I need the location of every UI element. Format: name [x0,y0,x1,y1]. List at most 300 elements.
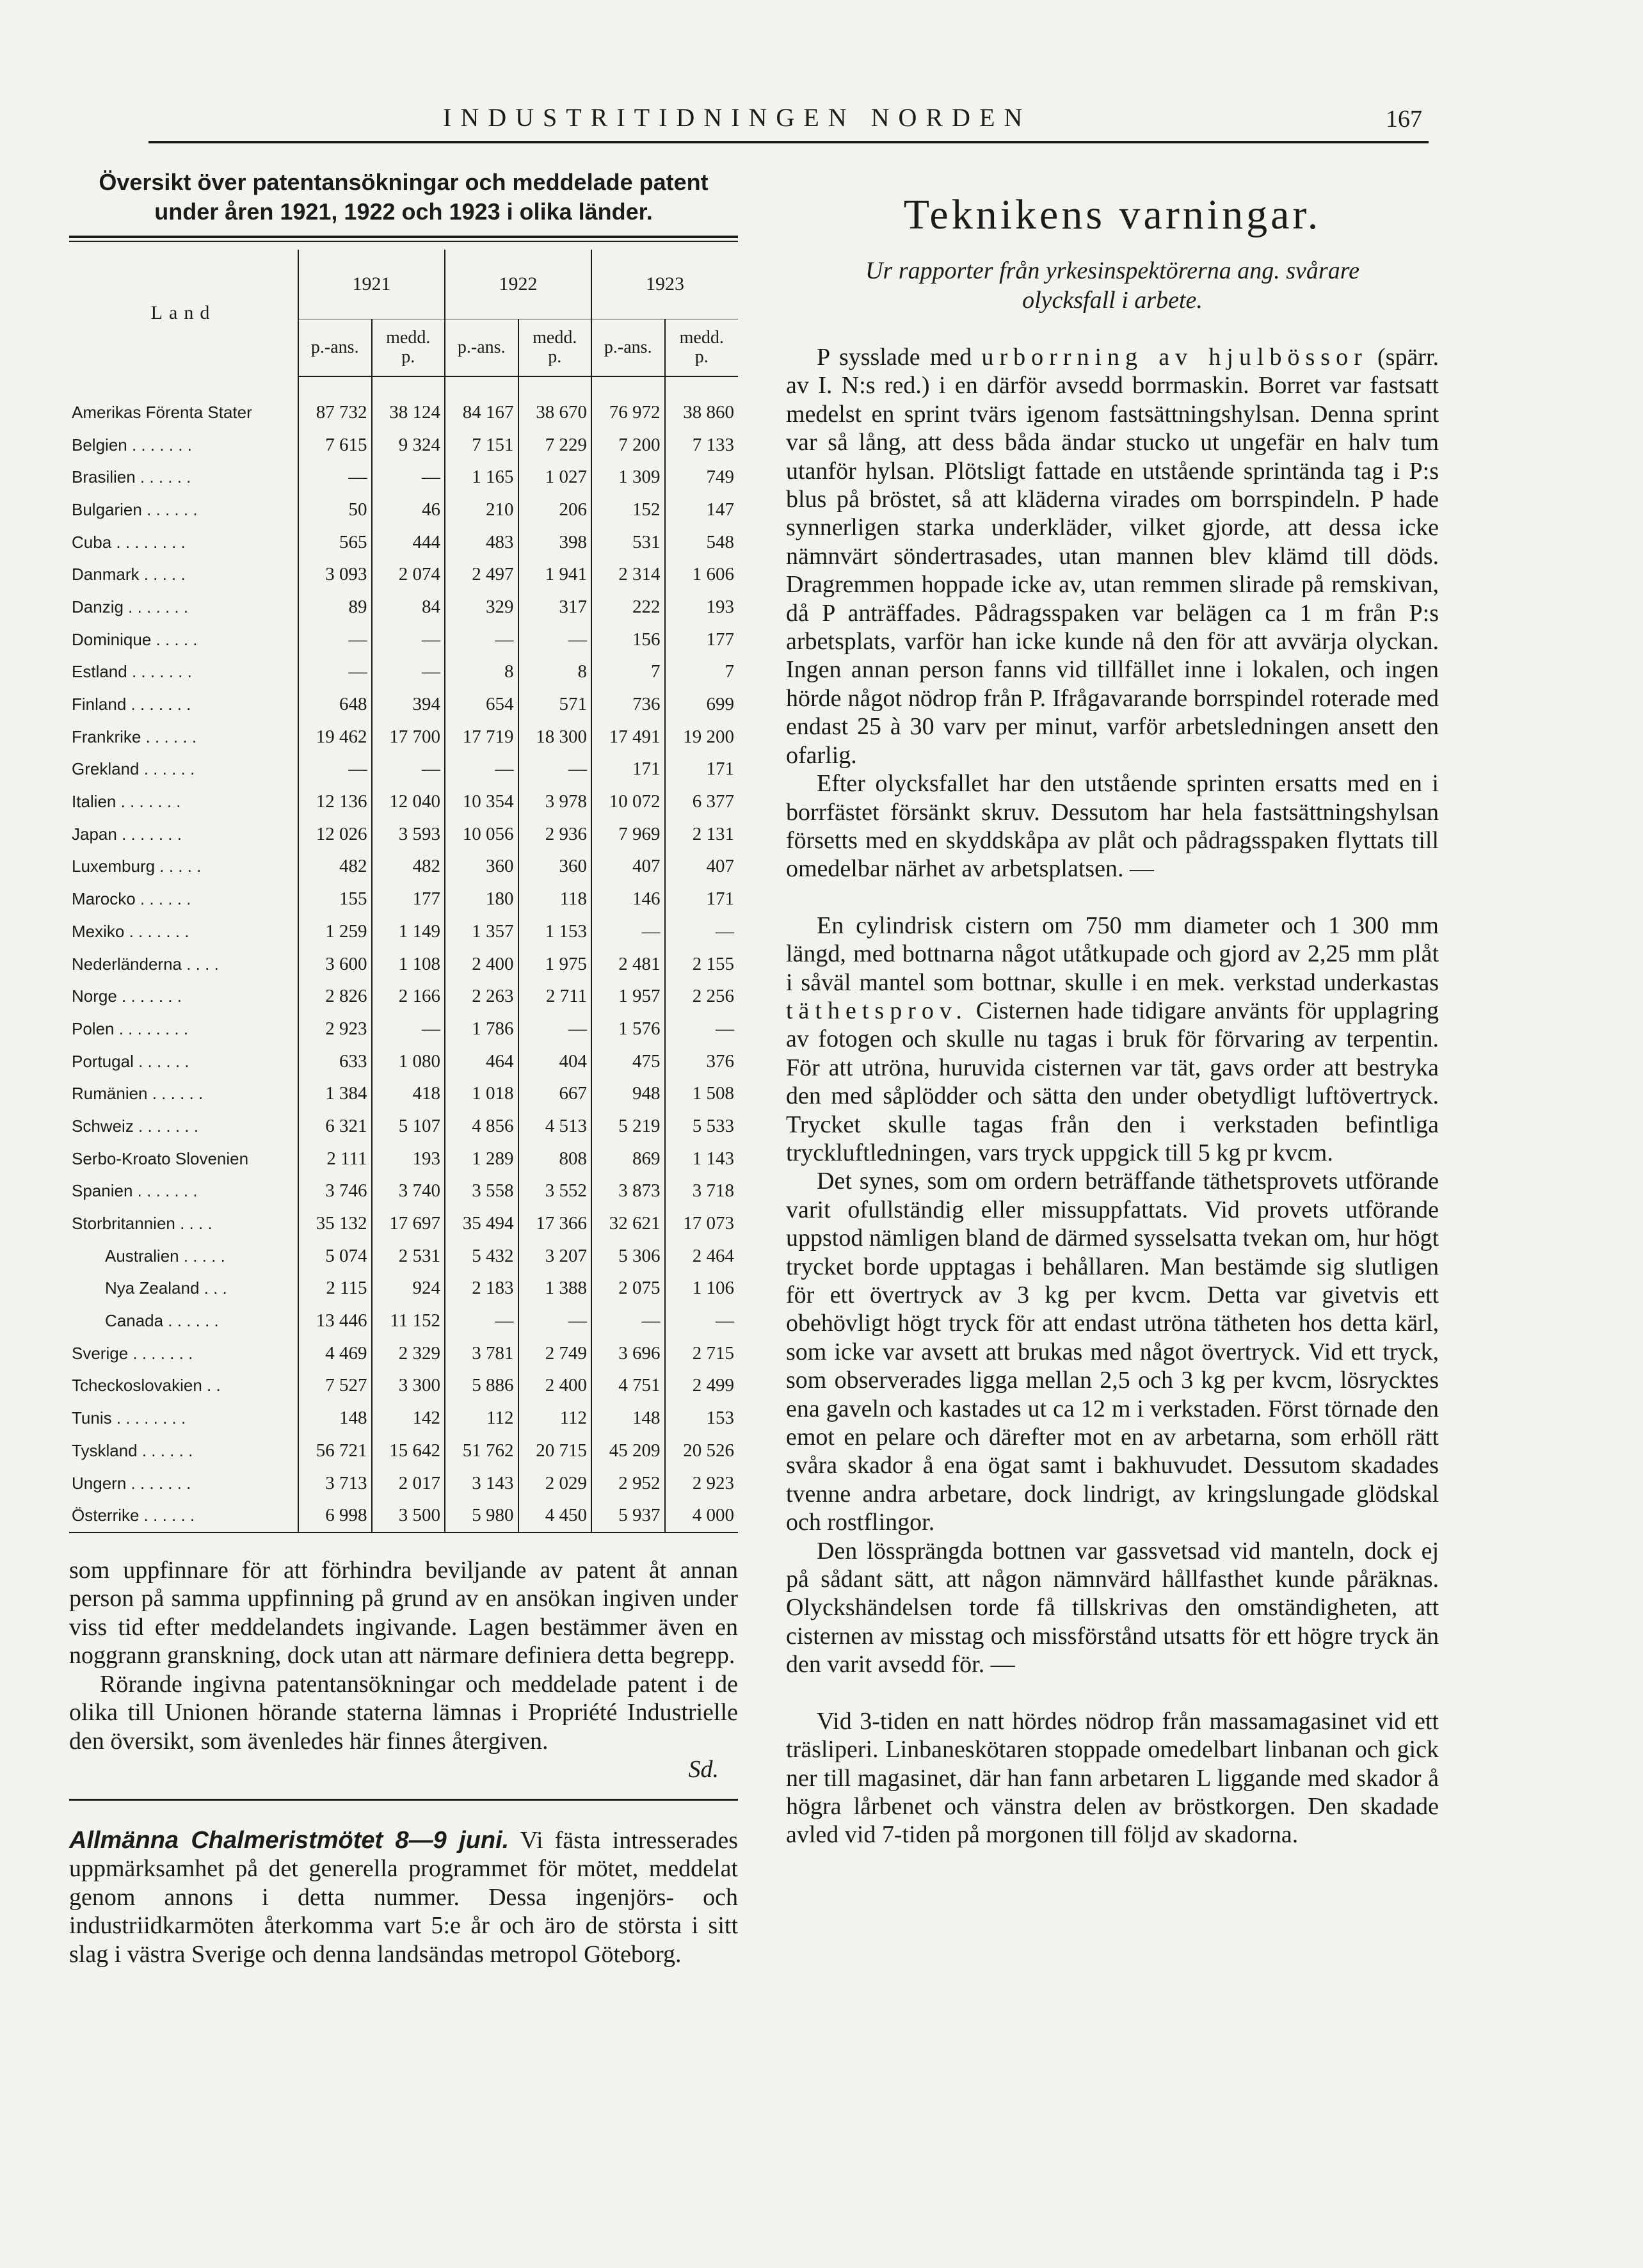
table-row [69,915,738,948]
col-header-ans-1921: p.-ans. [298,319,372,377]
table-row [69,1240,738,1273]
table-row [69,1499,738,1532]
medd-label: medd. [386,328,431,348]
value-cell: 13 446 [298,1305,372,1337]
p1-start: P sysslade med [817,344,972,371]
value-cell: 1 388 [518,1273,592,1305]
value-cell: 8 [445,656,518,689]
table-row [69,883,738,915]
value-cell: 2 329 [372,1337,445,1370]
table-row [69,1175,738,1208]
value-cell: 3 593 [372,818,445,851]
table-row [69,785,738,818]
table-row [69,721,738,753]
value-cell: 56 721 [298,1435,372,1467]
value-cell: 148 [298,1402,372,1435]
value-cell: 20 526 [665,1435,739,1467]
value-cell: 193 [665,591,739,623]
value-cell: 3 300 [372,1370,445,1403]
value-cell: 177 [372,883,445,915]
country-name: Rumänien . . . . . . [72,1084,204,1104]
country-name: Italien . . . . . . . [72,792,181,812]
value-cell: 329 [445,591,518,623]
value-cell: 1 165 [445,461,518,494]
value-cell: — [445,1305,518,1337]
value-cell: 6 377 [665,785,739,818]
article-paragraph-1 [786,343,1439,769]
value-cell: 1 106 [665,1273,739,1305]
value-cell: 112 [445,1402,518,1435]
value-cell: 32 621 [591,1207,665,1240]
value-cell: — [298,461,372,494]
value-cell: — [298,623,372,656]
table-top-rule [69,236,738,238]
value-cell: 633 [298,1045,372,1078]
country-name: Mexiko . . . . . . . [72,921,189,941]
value-cell: 15 642 [372,1435,445,1467]
value-cell: 7 615 [298,429,372,462]
value-cell: 2 256 [665,980,739,1013]
table-row [69,1143,738,1175]
value-cell: 4 513 [518,1110,592,1143]
value-cell: 1 576 [591,1013,665,1045]
value-cell: 483 [445,526,518,559]
country-name: Frankrike . . . . . . [72,727,197,746]
value-cell: 3 558 [445,1175,518,1208]
table-row [69,1305,738,1337]
value-cell: 156 [591,623,665,656]
value-cell: 171 [665,753,739,786]
value-cell: 571 [518,688,592,721]
value-cell: 6 321 [298,1110,372,1143]
value-cell: 7 969 [591,818,665,851]
value-cell: 6 998 [298,1499,372,1532]
country-name: Grekland . . . . . . [72,759,195,779]
value-cell: 38 860 [665,396,739,429]
value-cell: 3 500 [372,1499,445,1532]
value-cell: 3 781 [445,1337,518,1370]
value-cell: 148 [591,1402,665,1435]
country-name: Canada . . . . . . [105,1311,219,1331]
article-paragraph-6: Vid 3-tiden en natt hördes nödrop från massamagasinet vid ett träsliperi. Linbaneskötaren stoppade omedelbart linbanan och gick ner till magasinet, där han fann arbetaren L liggande med skador å högra lårbenet och vänstra delen av bröstkorgen. Den skadade avled vid 7-tiden på morgonen till följd av skadorna. [786,1707,1439,1849]
value-cell: 2 183 [445,1273,518,1305]
p3-start: En cylindrisk cistern om 750 mm diameter och 1 300 mm längd, med bottnarna något utåtkupade och gjord av 2,25 mm plåt i såväl mantel som bottnar, skulle i en mek. verkstad underkastas [786,912,1439,996]
country-name: Polen . . . . . . . . [72,1018,189,1038]
value-cell: 51 762 [445,1435,518,1467]
value-cell: 2 952 [591,1467,665,1500]
p1-rest: (spärr. av I. N:s red.) i en därför avsedd borrmaskin. Borret var fastsatt medelst en sprint tvärs igenom fastsättningshylsan. Denna sprint var så lång, att dess båda ändar stucko ut ungefär en halv tum utanför hylsan. Plötsligt fattade en utstående sprintända tag i P:s blus på bröstet, så att kläderna virades om borrspindeln. P hade synnerligen starka underkläder, vilket gjorde, att dessa icke nämnvärt söndertrasades, utan mannen blev klämd till döds. Dragremmen hoppade icke av, utan remmen slirade på remskivan, då P anträffades. Pådragsspaken var belägen ca 1 m från P:s arbetsplats, varför han icke kunde nå den för att avvärja olyckan. Ingen annan person fanns vid tillfället inne i lokalen, och ingen hörde något nödrop från P. Ifrågavarande borrspindel roterade med endast 25 à 30 varv per minut, varför arbetsledningen ansett den ofarlig. [786,344,1439,769]
value-cell: 654 [445,688,518,721]
table-row [69,1370,738,1403]
value-cell: 2 923 [298,1013,372,1045]
col-header-medd-1923 [665,319,739,377]
value-cell: 210 [445,494,518,526]
value-cell: 193 [372,1143,445,1175]
value-cell: 12 026 [298,818,372,851]
country-name: Tyskland . . . . . . [72,1440,193,1460]
value-cell: 398 [518,526,592,559]
value-cell: 46 [372,494,445,526]
col-header-ans-1923: p.-ans. [591,319,665,377]
value-cell: 3 713 [298,1467,372,1500]
value-cell: 948 [591,1077,665,1110]
value-cell: 1 149 [372,915,445,948]
value-cell: 17 719 [445,721,518,753]
medd-p-label: p. [401,347,415,367]
country-name: Portugal . . . . . . [72,1051,189,1071]
value-cell: 20 715 [518,1435,592,1467]
value-cell: 2 749 [518,1337,592,1370]
value-cell: — [518,1013,592,1045]
value-cell: 736 [591,688,665,721]
value-cell: 18 300 [518,721,592,753]
value-cell: 177 [665,623,739,656]
value-cell: 444 [372,526,445,559]
value-cell: — [591,915,665,948]
value-cell: 7 200 [591,429,665,462]
country-name: Belgien . . . . . . . [72,435,192,454]
value-cell: 118 [518,883,592,915]
notice-text: Vi fästa intresserades uppmärksamhet på det generella programmet för mötet, meddelat genom annons i detta nummer. Dessa ingenjörs- och industriidkarmöten återkomma vart 5:e år och äro de största i sitt slag i västra Sverige och denna landsändas metropol Göteborg. [69,1826,738,1968]
country-name: Cuba . . . . . . . . [72,532,186,552]
table-row [69,1013,738,1045]
value-cell: 84 167 [445,396,518,429]
value-cell: 1 941 [518,558,592,591]
value-cell: 2 499 [665,1370,739,1403]
value-cell: 84 [372,591,445,623]
value-cell: 19 200 [665,721,739,753]
medd-p-label: p. [694,347,709,367]
notice-paragraph [69,1826,738,1968]
country-name: Brasilien . . . . . . [72,467,191,487]
table-row [69,948,738,981]
value-cell: 531 [591,526,665,559]
value-cell: 10 072 [591,785,665,818]
value-cell: 147 [665,494,739,526]
value-cell: 112 [518,1402,592,1435]
value-cell: — [372,1013,445,1045]
table-row [69,753,738,786]
table-row [69,1435,738,1467]
value-cell: 5 886 [445,1370,518,1403]
value-cell: 3 093 [298,558,372,591]
table-row [69,1337,738,1370]
value-cell: — [445,753,518,786]
value-cell: — [518,1305,592,1337]
value-cell: 699 [665,688,739,721]
table-caption-line2: under åren 1921, 1922 och 1923 i olika länder. [154,198,653,225]
value-cell: — [518,623,592,656]
table-row [69,1273,738,1305]
value-cell: 1 357 [445,915,518,948]
country-name: Serbo-Kroato Slovenien [72,1148,249,1168]
value-cell: 360 [518,851,592,883]
value-cell: 35 132 [298,1207,372,1240]
value-cell: 3 746 [298,1175,372,1208]
value-cell: 2 936 [518,818,592,851]
table-row [69,980,738,1013]
value-cell: 924 [372,1273,445,1305]
left-paragraph-2: Rörande ingivna patentansökningar och meddelade patent i de olika till Unionen hörande staterna lämnas i Propriété Industrielle den översikt, som ävenledes här finnes återgiven. [69,1670,738,1755]
value-cell: — [518,753,592,786]
value-cell: 17 073 [665,1207,739,1240]
value-cell: 3 552 [518,1175,592,1208]
value-cell: 7 [591,656,665,689]
article-subtitle-line1: Ur rapporter från yrkesinspektörerna ang. svårare [865,257,1359,284]
table-row [69,656,738,689]
value-cell: 2 464 [665,1240,739,1273]
value-cell: 1 108 [372,948,445,981]
value-cell: 1 289 [445,1143,518,1175]
article-paragraph-2: Efter olycksfallet har den utstående sprinten ersatts med en i borrfästet försänkt skruv. Dessutom har hela fastsättningshylsan försetts med en skyddskåpa av plåt och pådragsspaken flyttats till omedelbar närhet av arbetsplatsen. — [786,770,1439,883]
table-row [69,1045,738,1078]
value-cell: 1 508 [665,1077,739,1110]
value-cell: 5 107 [372,1110,445,1143]
table-row [69,526,738,559]
value-cell: 2 531 [372,1240,445,1273]
medd-label: medd. [679,328,724,348]
value-cell: 2 074 [372,558,445,591]
value-cell: 9 324 [372,429,445,462]
value-cell: 565 [298,526,372,559]
table-row [69,1207,738,1240]
value-cell: 87 732 [298,396,372,429]
country-name: Sverige . . . . . . . [72,1343,193,1363]
value-cell: 155 [298,883,372,915]
country-name: Danzig . . . . . . . [72,597,189,616]
year-header-1923: 1923 [591,250,738,319]
value-cell: 38 670 [518,396,592,429]
value-cell: 2 166 [372,980,445,1013]
country-name: Finland . . . . . . . [72,695,191,714]
value-cell: — [665,1013,739,1045]
value-cell: 5 219 [591,1110,665,1143]
col-header-ans-1922: p.-ans. [445,319,518,377]
value-cell: 19 462 [298,721,372,753]
value-cell: 2 711 [518,980,592,1013]
value-cell: 1 384 [298,1077,372,1110]
table-row [69,494,738,526]
value-cell: 142 [372,1402,445,1435]
country-name: Bulgarien . . . . . . [72,499,198,519]
value-cell: 146 [591,883,665,915]
medd-p-label: p. [548,347,562,367]
value-cell: 464 [445,1045,518,1078]
table-row [69,688,738,721]
country-name: Amerikas Förenta Stater [72,402,252,422]
value-cell: 35 494 [445,1207,518,1240]
value-cell: 404 [518,1045,592,1078]
value-cell: 749 [665,461,739,494]
page-number: 167 [1386,106,1422,133]
value-cell: 808 [518,1143,592,1175]
right-column [786,168,1439,1849]
value-cell: 5 980 [445,1499,518,1532]
article-paragraph-4: Det synes, som om ordern beträffande täthetsprovets utförande varit ofullständig eller missuppfattats. Vid provets utförande uppstod nämligen bland de därmed sysselsatta tvekan om, hur högt trycket borde upptagas i behållaren. Man bestämde sig slutligen för ett övertryck av 3 kg per kvcm. Detta var givetvis ett obehövligt högt tryck för att endast utröna tätheten hos detta kärl, som icke var avsett att brukas med något övertryck. Vid ett tryck, som observerades ligga mellan 2,5 och 3 kg per kvcm, lösrycktes ena gaveln och kastades ut ca 12 m i verkstaden. Först törnade den emot en pelare och därefter mot en av arbetarna, som erhöll rätt svåra skador å ena ögat samt i bakhuvudet. Dessutom skadades tvenne andra arbetare, dock lindrigt, av kringslungade glödskal och rostflingor. [786,1168,1439,1536]
country-name: Dominique . . . . . [72,629,198,649]
country-name: Luxemburg . . . . . [72,857,202,876]
value-cell: 17 366 [518,1207,592,1240]
value-cell: 2 115 [298,1273,372,1305]
value-cell: 5 074 [298,1240,372,1273]
country-name: Tunis . . . . . . . . [72,1408,186,1428]
table-row [69,396,738,429]
value-cell: 7 151 [445,429,518,462]
value-cell: 1 786 [445,1013,518,1045]
country-name: Ungern . . . . . . . [72,1473,191,1493]
p1-spaced: urborrning av hjulbössor [981,344,1368,371]
value-cell: 5 533 [665,1110,739,1143]
value-cell: 171 [665,883,739,915]
table-row [69,1110,738,1143]
value-cell: — [591,1305,665,1337]
value-cell: 1 957 [591,980,665,1013]
article-subtitle [786,256,1439,315]
country-name: Danmark . . . . . [72,565,186,584]
value-cell: 1 018 [445,1077,518,1110]
value-cell: 1 153 [518,915,592,948]
table-row [69,558,738,591]
country-name: Australien . . . . . [105,1246,225,1266]
article-title: Teknikens varningar. [903,191,1322,238]
value-cell: — [445,623,518,656]
value-cell: 407 [665,851,739,883]
value-cell: 4 751 [591,1370,665,1403]
running-title: INDUSTRITIDNINGEN NORDEN [443,103,1032,132]
value-cell: 206 [518,494,592,526]
value-cell: 2 923 [665,1467,739,1500]
value-cell: 2 497 [445,558,518,591]
value-cell: 10 354 [445,785,518,818]
value-cell: — [298,656,372,689]
left-column [69,168,738,1968]
value-cell: 3 718 [665,1175,739,1208]
table-row [69,851,738,883]
table-caption [69,168,738,227]
value-cell: 3 740 [372,1175,445,1208]
value-cell: 394 [372,688,445,721]
value-cell: 12 136 [298,785,372,818]
medd-label: medd. [533,328,577,348]
value-cell: 648 [298,688,372,721]
section-divider [69,1799,738,1801]
value-cell: 317 [518,591,592,623]
value-cell: 4 000 [665,1499,739,1532]
value-cell: 376 [665,1045,739,1078]
value-cell: 3 696 [591,1337,665,1370]
value-cell: 360 [445,851,518,883]
value-cell: 222 [591,591,665,623]
table-row [69,818,738,851]
value-cell: 2 263 [445,980,518,1013]
value-cell: 38 124 [372,396,445,429]
country-name: Tcheckoslovakien . . [72,1376,221,1395]
value-cell: — [665,915,739,948]
article-paragraph-5: Den lössprängda bottnen var gassvetsad vid manteln, dock ej på sådant sätt, att någon nämnvärd hållfasthet kunde påräknas. Olyckshändelsen torde få tillskrivas den omständigheten, att cisternen av misstag och missförstånd utsatts för ett högre tryck än den varit avsedd för. — [786,1537,1439,1678]
country-name: Schweiz . . . . . . . [72,1116,198,1136]
country-name: Japan . . . . . . . [72,824,182,844]
value-cell: 5 432 [445,1240,518,1273]
value-cell: 407 [591,851,665,883]
value-cell: 12 040 [372,785,445,818]
value-cell: 869 [591,1143,665,1175]
country-name: Nederländerna . . . . [72,954,219,974]
year-header-1922: 1922 [445,250,591,319]
value-cell: 2 155 [665,948,739,981]
patent-table [69,250,738,1533]
value-cell: 4 469 [298,1337,372,1370]
country-name: Spanien . . . . . . . [72,1181,198,1201]
value-cell: 2 111 [298,1143,372,1175]
value-cell: 152 [591,494,665,526]
col-header-medd-1921 [372,319,445,377]
value-cell: 17 491 [591,721,665,753]
left-paragraph-1: som uppfinnare för att förhindra beviljande av patent åt annan person på samma uppfinning på grund av en ansökan ingiven under viss tid efter meddelandets ingivande. Lagen bestämmer även en noggrann granskning, dock utan att närmare definiera detta begrepp. [69,1557,738,1669]
p3-spaced: täthetsprov. [786,997,968,1024]
value-cell: 7 [665,656,739,689]
value-cell: — [372,461,445,494]
value-cell: 667 [518,1077,592,1110]
table-row [69,461,738,494]
country-name: Österrike . . . . . . [69,1499,298,1532]
value-cell: 4 856 [445,1110,518,1143]
value-cell: 1 143 [665,1143,739,1175]
value-cell: 7 133 [665,429,739,462]
country-name: Estland . . . . . . . [72,662,192,682]
value-cell: 3 978 [518,785,592,818]
value-cell: 2 400 [518,1370,592,1403]
value-cell: 5 306 [591,1240,665,1273]
table-caption-line1: Översikt över patentansökningar och meddelade patent [99,169,709,195]
value-cell: 3 873 [591,1175,665,1208]
value-cell: 1 080 [372,1045,445,1078]
value-cell: 8 [518,656,592,689]
year-header-1921: 1921 [298,250,445,319]
table-row [69,591,738,623]
notice-title: Allmänna Chalmeristmötet 8—9 juni. [69,1826,509,1854]
article-subtitle-line2: olycksfall i arbete. [1022,287,1203,314]
value-cell: 482 [298,851,372,883]
value-cell: 2 017 [372,1467,445,1500]
value-cell: 2 131 [665,818,739,851]
table-row [69,1467,738,1500]
value-cell: 4 450 [518,1499,592,1532]
table-row [69,429,738,462]
country-name: Norge . . . . . . . [72,986,182,1006]
land-header: Land [150,302,216,323]
value-cell: — [665,1305,739,1337]
value-cell: 45 209 [591,1435,665,1467]
value-cell: 2 029 [518,1467,592,1500]
value-cell: 2 314 [591,558,665,591]
value-cell: — [372,623,445,656]
value-cell: 5 937 [591,1499,665,1532]
value-cell: 76 972 [591,396,665,429]
article-paragraph-3 [786,912,1439,1168]
value-cell: 1 259 [298,915,372,948]
value-cell: 180 [445,883,518,915]
value-cell: 1 606 [665,558,739,591]
table-top-rule-thin [69,241,738,242]
value-cell: 3 207 [518,1240,592,1273]
value-cell: 1 975 [518,948,592,981]
value-cell: 2 481 [591,948,665,981]
value-cell: 7 527 [298,1370,372,1403]
value-cell: 2 715 [665,1337,739,1370]
value-cell: 17 697 [372,1207,445,1240]
value-cell: 548 [665,526,739,559]
value-cell: 17 700 [372,721,445,753]
